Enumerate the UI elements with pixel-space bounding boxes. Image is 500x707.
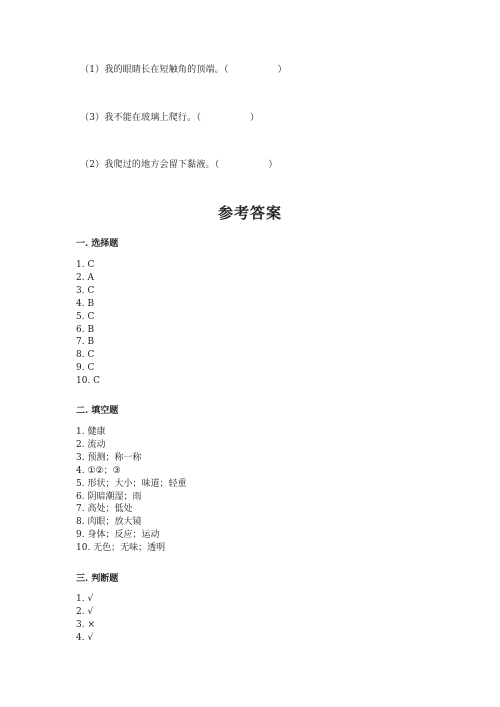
answer-item: 1. 健康 [76, 427, 106, 437]
answer-item: 6. 阴暗潮湿；雨 [76, 491, 142, 502]
section-heading-judge: 三. 判断题 [76, 574, 119, 584]
section-heading-choice: 一. 选择题 [76, 239, 119, 249]
answer-item: 1. C [76, 260, 95, 270]
answer-item: 10. C [76, 376, 101, 387]
section-heading-fill: 二. 填空题 [76, 406, 119, 416]
answer-item: 2. A [76, 272, 94, 283]
answer-item: 4. √ [76, 632, 94, 643]
answer-item: 1. √ [76, 594, 94, 604]
answer-item: 5. C [76, 311, 95, 322]
answer-item: 7. 高处；低处 [76, 504, 133, 515]
answer-item: 7. B [76, 337, 95, 348]
answer-item: 6. B [76, 324, 95, 335]
answer-item: 4. B [76, 298, 95, 309]
answer-item: 4. ①②；③ [76, 465, 121, 476]
question-1: （1）我的眼睛长在短触角的顶端。（ ） [80, 65, 287, 75]
answer-item: 8. 肉眼；放大镜 [76, 517, 142, 528]
answer-item: 3. × [76, 619, 95, 630]
answer-item: 3. C [76, 285, 95, 296]
answer-item: 9. 身体；反应；运动 [76, 530, 160, 541]
question-2: （2）我爬过的地方会留下黏液。（ ） [80, 160, 278, 170]
answer-list-choice [76, 259, 100, 388]
answer-item: 10. 无色；无味；透明 [76, 543, 166, 554]
answer-item: 8. C [76, 350, 95, 361]
answer-list-fill [76, 426, 186, 555]
answer-list-judge [76, 593, 95, 645]
question-3: （3）我不能在玻璃上爬行。（ ） [80, 113, 260, 123]
answer-item: 3. 预测；称一称 [76, 452, 142, 463]
answer-item: 9. C [76, 363, 95, 374]
answer-title: 参考答案 [217, 204, 282, 222]
answer-item: 5. 形状；大小；味道；轻重 [76, 478, 187, 489]
answer-item: 2. 流动 [76, 439, 106, 450]
answer-item: 2. √ [76, 606, 94, 617]
